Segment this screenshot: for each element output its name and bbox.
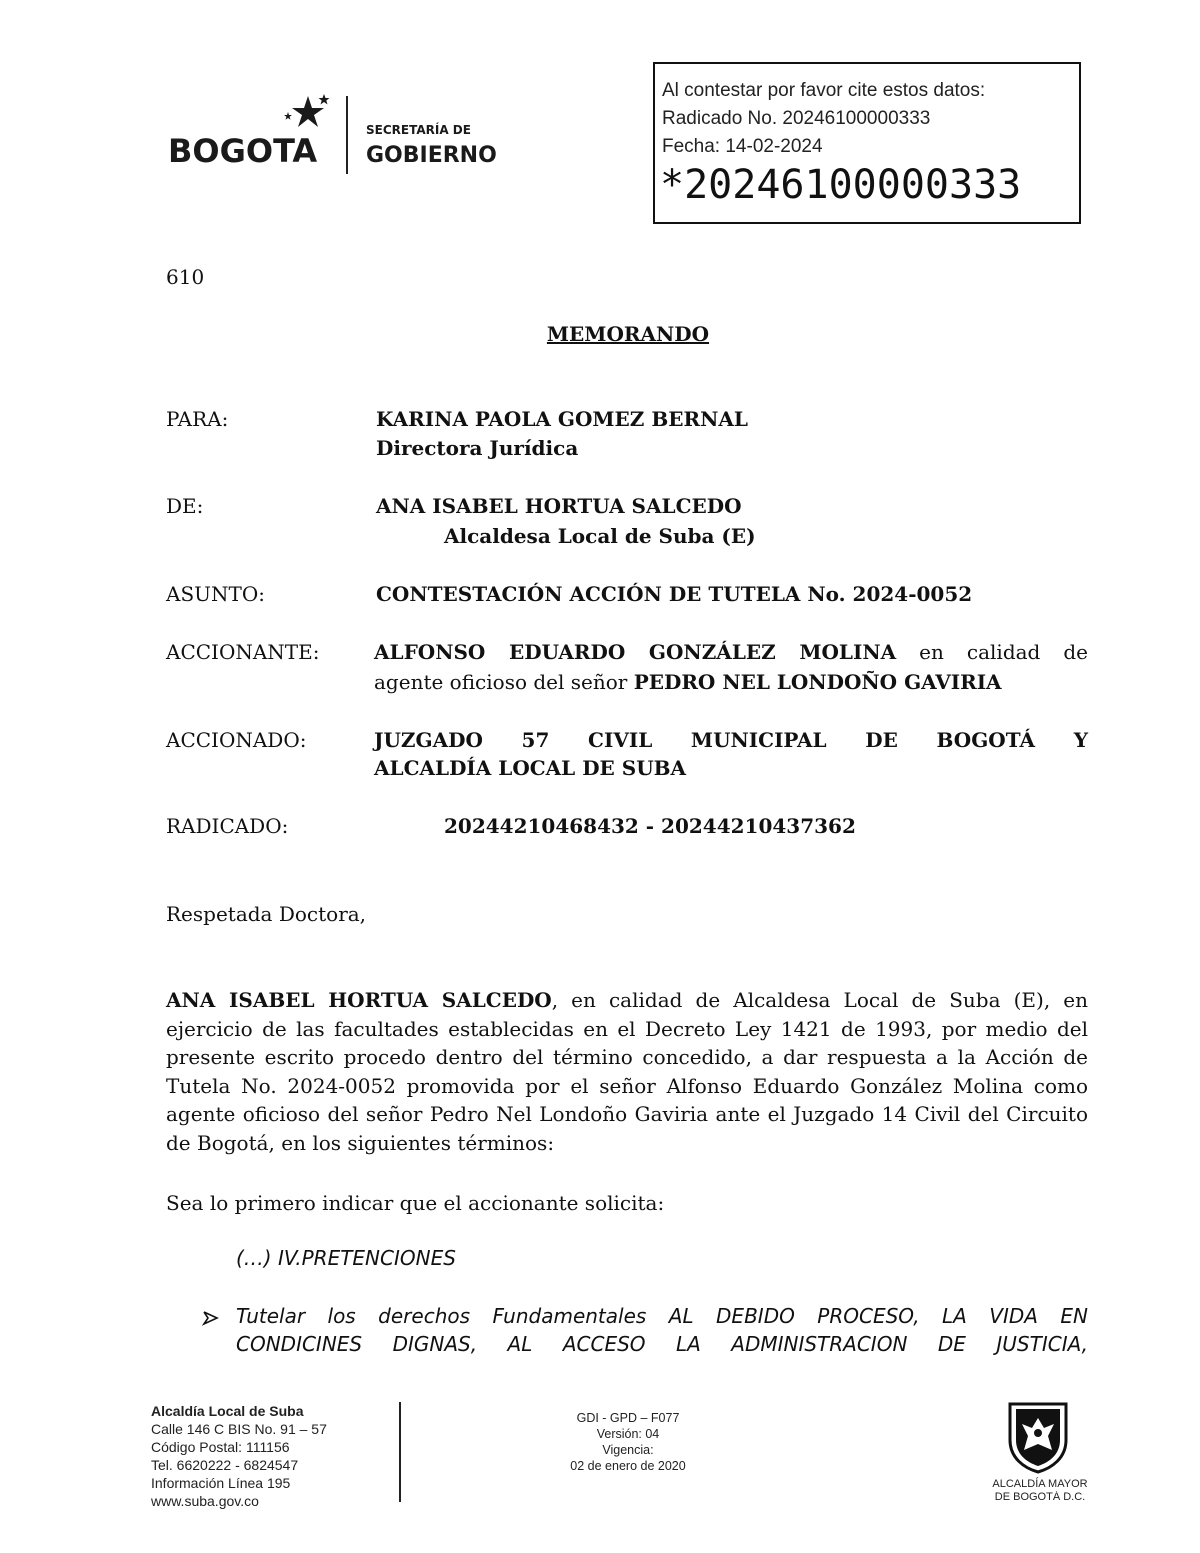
star-logo-icon: [280, 92, 330, 142]
body-paragraph: [166, 986, 1088, 1158]
accionante-text1: en calidad de: [896, 640, 1089, 664]
intro-request: Sea lo primero indicar que el accionante solicita:: [166, 1191, 665, 1215]
para-label: PARA:: [166, 407, 229, 431]
asunto-value: CONTESTACIÓN ACCIÓN DE TUTELA No. 2024-0052: [376, 582, 973, 606]
gobierno-label: GOBIERNO: [366, 143, 497, 168]
footer-phone: Tel. 6620222 - 6824547: [151, 1457, 299, 1473]
arrow-bullet-icon: [202, 1310, 220, 1326]
body-name: ANA ISABEL HORTUA SALCEDO: [166, 988, 552, 1012]
para-name: KARINA PAOLA GOMEZ BERNAL: [376, 407, 748, 431]
body-text: , en calidad de Alcaldesa Local de Suba (E), en ejercicio de las facultades establecidas en el Decreto Ley 1421 de 1993, por medio del presente escrito procedo dentro del término concedido, a dar respuesta a la Acción de Tutela No. 2024-0052 promovida por el señor Alfonso Eduardo González Molina como agente oficioso del señor Pedro Nel Londoño Gaviria ante el Juzgado 14 Civil del Circuito de Bogotá, en los siguientes términos:: [166, 988, 1088, 1155]
radicado-instruction: Al contestar por favor cite estos datos:: [662, 80, 986, 101]
memo-title: MEMORANDO: [546, 322, 710, 346]
accionado-line1: JUZGADO 57 CIVIL MUNICIPAL DE BOGOTÁ Y: [374, 728, 1088, 752]
footer-office: Alcaldía Local de Suba: [151, 1403, 304, 1419]
de-name: ANA ISABEL HORTUA SALCEDO: [376, 494, 742, 518]
accionante-line2: [374, 668, 1086, 696]
accionante-name: ALFONSO EDUARDO GONZÁLEZ MOLINA: [374, 640, 897, 664]
footer-info: Información Línea 195: [151, 1475, 291, 1491]
accionante-label: ACCIONANTE:: [166, 640, 320, 664]
footer-divider: [399, 1402, 401, 1502]
para-role: Directora Jurídica: [376, 436, 579, 460]
bogota-crest-icon: [1004, 1400, 1072, 1474]
footer-doc-code: GDI - GPD – F077: [576, 1411, 680, 1425]
accionado-label: ACCIONADO:: [166, 728, 307, 752]
alcaldia-mayor-line1: ALCALDÍA MAYOR: [992, 1478, 1088, 1490]
bullet-line1: Tutelar los derechos Fundamentales AL DEBIDO PROCESO, LA VIDA EN: [236, 1304, 1088, 1328]
radicado-barcode-text: *20246100000333: [660, 162, 1022, 208]
footer-postal: Código Postal: 111156: [151, 1439, 290, 1455]
bullet-line2: CONDICINES DIGNAS, AL ACCESO LA ADMINISTRACION DE JUSTICIA,: [236, 1332, 1088, 1356]
radicado-date: Fecha: 14-02-2024: [662, 136, 823, 157]
asunto-label: ASUNTO:: [166, 582, 265, 606]
de-role: Alcaldesa Local de Suba (E): [444, 524, 756, 548]
accionado-line2: ALCALDÍA LOCAL DE SUBA: [374, 756, 687, 780]
salutation: Respetada Doctora,: [166, 902, 367, 926]
secretaria-label: SECRETARÍA DE: [366, 123, 471, 137]
de-label: DE:: [166, 494, 204, 518]
radicado-number: Radicado No. 20246100000333: [662, 108, 931, 129]
footer-date: 02 de enero de 2020: [570, 1459, 686, 1473]
accionante-name2: PEDRO NEL LONDOÑO GAVIRIA: [633, 670, 1002, 694]
logo-divider: [346, 96, 348, 174]
footer-web-link[interactable]: www.suba.gov.co: [151, 1493, 259, 1509]
radicado-label: RADICADO:: [166, 814, 289, 838]
footer-address: Calle 146 C BIS No. 91 – 57: [151, 1421, 327, 1437]
alcaldia-mayor-line2: DE BOGOTÁ D.C.: [994, 1491, 1086, 1501]
quote-heading: (…) IV.PRETENCIONES: [236, 1246, 456, 1270]
bogota-logo-text: BOGOTA: [168, 132, 318, 170]
dependency-code: 610: [166, 265, 205, 289]
footer-version: Versión: 04: [596, 1427, 660, 1441]
accionante-text2: agente oficioso del señor: [374, 670, 634, 694]
radicado-value: 20244210468432 - 20244210437362: [444, 814, 856, 838]
footer-vigencia: Vigencia:: [602, 1443, 654, 1457]
accionante-line1: [374, 638, 1088, 666]
